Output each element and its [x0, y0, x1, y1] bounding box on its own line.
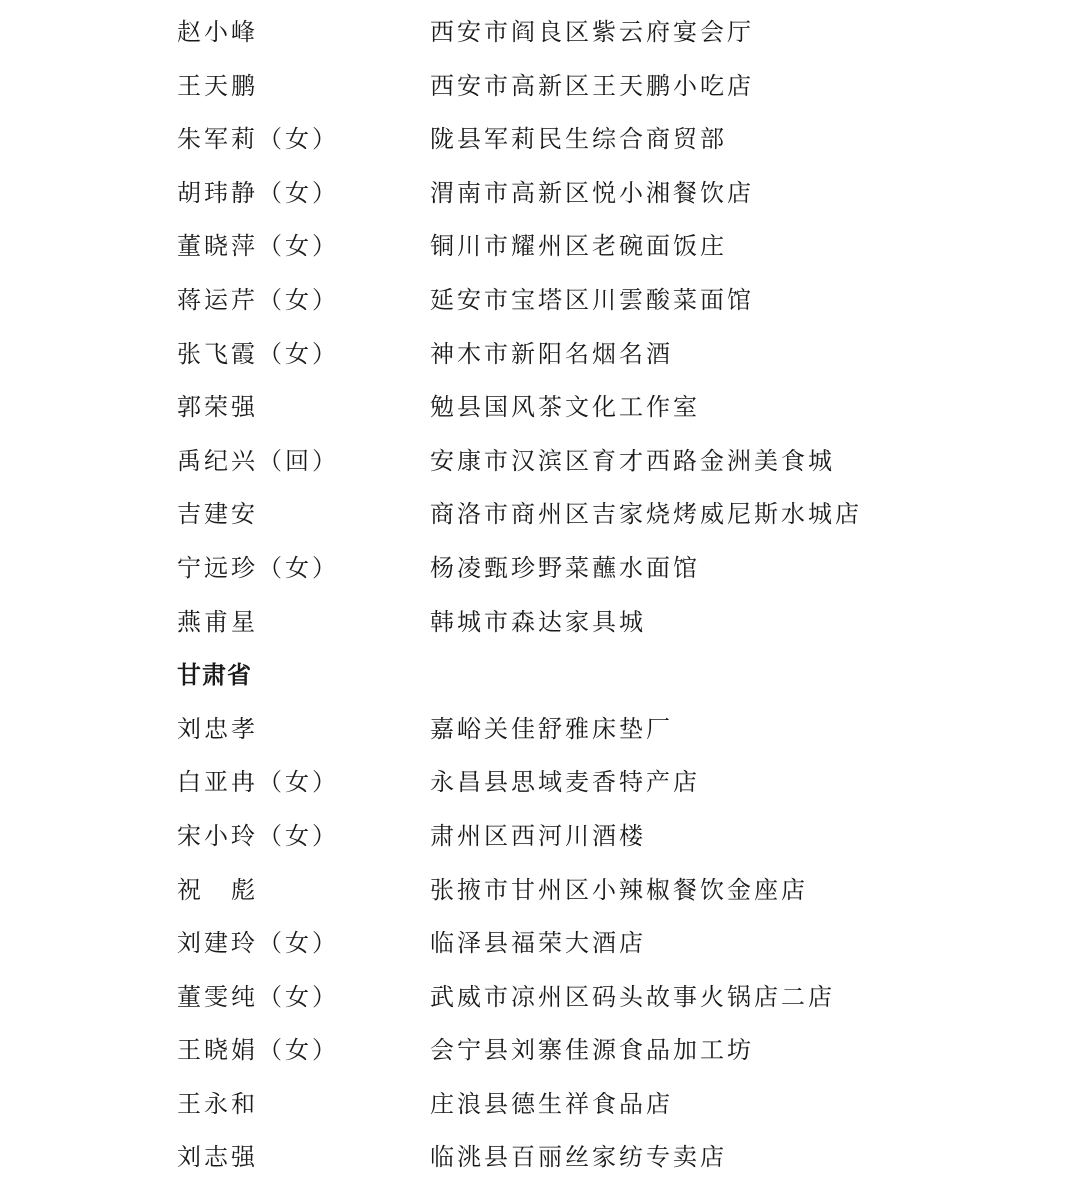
- person-name: 王晓娟（女）: [177, 1036, 339, 1065]
- organization-name: 张掖市甘州区小辣椒餐饮金座店: [430, 875, 808, 904]
- person-name: 宁远珍（女）: [177, 553, 339, 582]
- section-heading-row: [0, 649, 1080, 703]
- list-item: [0, 60, 1080, 114]
- organization-name: 武威市凉州区码头故事火锅店二店: [430, 982, 835, 1011]
- person-name: 王天鹏: [177, 71, 258, 100]
- list-item: [0, 971, 1080, 1025]
- list-item: [0, 917, 1080, 971]
- list-item: [0, 274, 1080, 328]
- person-name: 郭荣强: [177, 393, 258, 422]
- organization-name: 陇县军莉民生综合商贸部: [430, 125, 727, 154]
- person-name: 朱军莉（女）: [177, 125, 339, 154]
- person-name: 张飞霞（女）: [177, 339, 339, 368]
- organization-name: 渭南市高新区悦小湘餐饮店: [430, 178, 754, 207]
- organization-name: 商洛市商州区吉家烧烤威尼斯水城店: [430, 500, 862, 529]
- list-item: [0, 703, 1080, 757]
- list-item: [0, 488, 1080, 542]
- province-heading: 甘肃省: [177, 661, 252, 690]
- list-item: [0, 167, 1080, 221]
- organization-name: 庄浪县德生祥食品店: [430, 1089, 673, 1118]
- organization-name: 神木市新阳名烟名酒: [430, 339, 673, 368]
- person-name: 王永和: [177, 1089, 258, 1118]
- person-name: 白亚冉（女）: [177, 768, 339, 797]
- organization-name: 会宁县刘寨佳源食品加工坊: [430, 1036, 754, 1065]
- organization-name: 韩城市森达家具城: [430, 607, 646, 636]
- list-item: [0, 435, 1080, 489]
- organization-name: 临泽县福荣大酒店: [430, 929, 646, 958]
- list-item: [0, 1131, 1080, 1185]
- list-item: [0, 810, 1080, 864]
- list-item: [0, 864, 1080, 918]
- list-item: [0, 220, 1080, 274]
- person-name: 董晓萍（女）: [177, 232, 339, 261]
- person-name: 禹纪兴（回）: [177, 446, 339, 475]
- organization-name: 肃州区西河川酒楼: [430, 821, 646, 850]
- list-item: [0, 756, 1080, 810]
- person-name: 赵小峰: [177, 18, 258, 46]
- list-item: [0, 6, 1080, 60]
- organization-name: 西安市阎良区紫云府宴会厅: [430, 18, 754, 46]
- organization-name: 杨凌甄珍野菜蘸水面馆: [430, 553, 700, 582]
- list-item: [0, 1078, 1080, 1132]
- person-name: 宋小玲（女）: [177, 821, 339, 850]
- person-name: 刘建玲（女）: [177, 929, 339, 958]
- organization-name: 西安市高新区王天鹏小吃店: [430, 71, 754, 100]
- list-item: [0, 542, 1080, 596]
- person-name: 刘忠孝: [177, 714, 258, 743]
- person-name: 燕甫星: [177, 607, 258, 636]
- document-body: [0, 6, 1080, 1185]
- list-item: [0, 113, 1080, 167]
- organization-name: 安康市汉滨区育才西路金洲美食城: [430, 446, 835, 475]
- organization-name: 永昌县思域麦香特产店: [430, 768, 700, 797]
- organization-name: 铜川市耀州区老碗面饭庄: [430, 232, 727, 261]
- organization-name: 延安市宝塔区川雲酸菜面馆: [430, 285, 754, 314]
- list-item: [0, 1024, 1080, 1078]
- list-item: [0, 596, 1080, 650]
- person-name: 董雯纯（女）: [177, 982, 339, 1011]
- person-name: 胡玮静（女）: [177, 178, 339, 207]
- list-item: [0, 381, 1080, 435]
- person-name: 祝 彪: [177, 875, 258, 904]
- organization-name: 勉县国风茶文化工作室: [430, 393, 700, 422]
- organization-name: 临洮县百丽丝家纺专卖店: [430, 1143, 727, 1172]
- person-name: 蒋运芹（女）: [177, 285, 339, 314]
- list-item: [0, 328, 1080, 382]
- person-name: 吉建安: [177, 500, 258, 529]
- person-name: 刘志强: [177, 1143, 258, 1172]
- organization-name: 嘉峪关佳舒雅床垫厂: [430, 714, 673, 743]
